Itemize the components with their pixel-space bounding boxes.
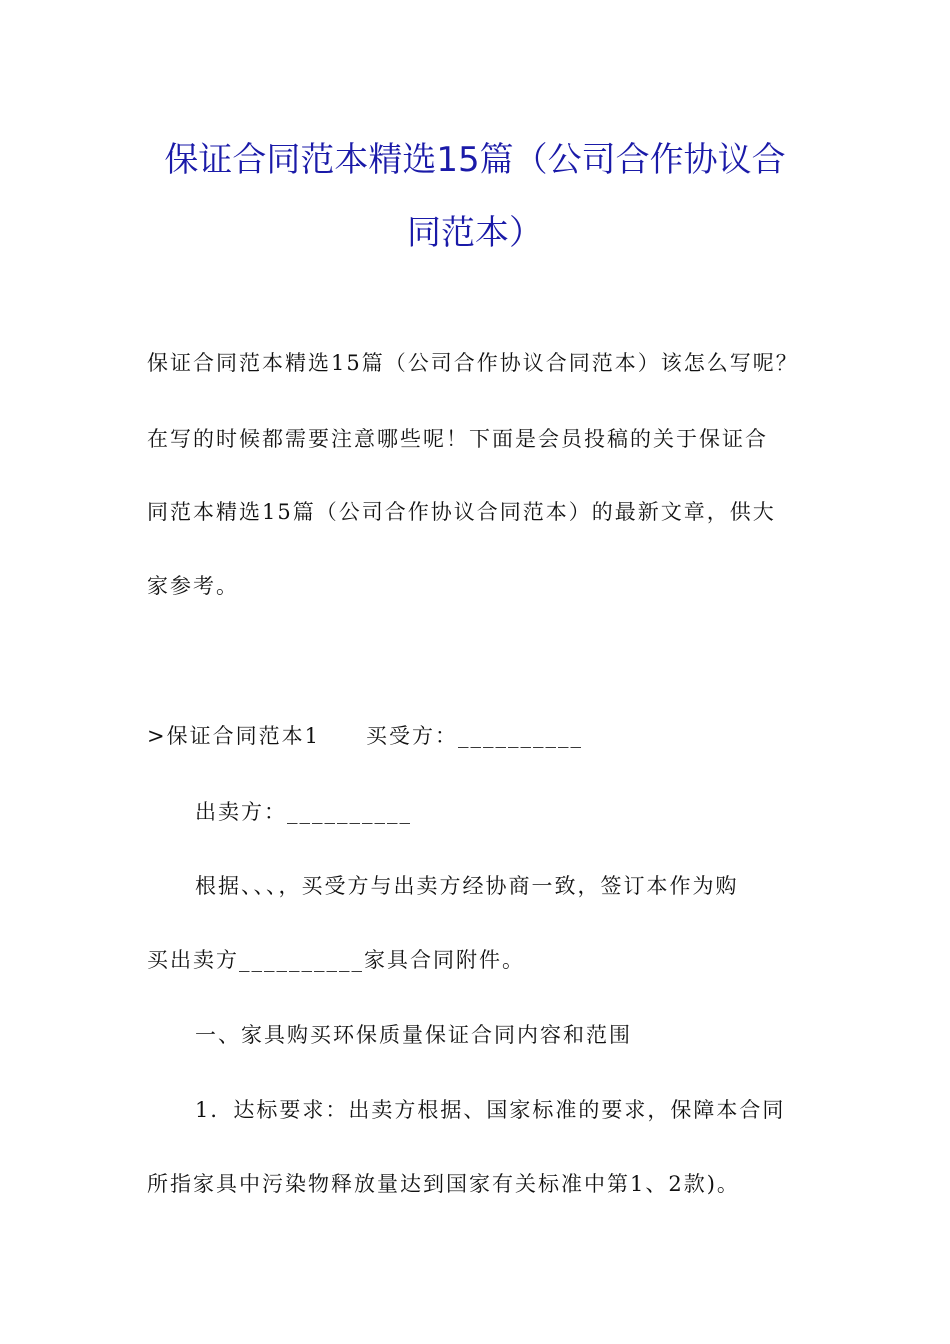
paragraph-line-2: 买出卖方__________家具合同附件。: [147, 948, 525, 972]
seller-line: 出卖方：__________: [195, 800, 412, 824]
document-title-line-1: 保证合同范本精选15篇（公司合作协议合: [164, 140, 786, 180]
document-title-line-2: 同范本）: [407, 213, 543, 253]
intro-line-3: 同范本精选15篇（公司合作协议合同范本）的最新文章，供大: [147, 500, 776, 524]
clause-heading-1: 一、家具购买环保质量保证合同内容和范围: [195, 1023, 632, 1047]
intro-line-2: 在写的时候都需要注意哪些呢！下面是会员投稿的关于保证合: [147, 427, 768, 451]
intro-line-4: 家参考。: [147, 574, 239, 598]
paragraph-line-1: 根据、、、，买受方与出卖方经协商一致，签订本作为购: [195, 874, 739, 898]
clause-item-1-line-1: 1．达标要求：出卖方根据、国家标准的要求，保障本合同: [195, 1098, 786, 1122]
clause-item-1-line-2: 所指家具中污染物释放量达到国家有关标准中第1、2款)。: [147, 1172, 740, 1196]
section-heading-contract-1: >保证合同范本1 买受方：__________: [147, 724, 583, 748]
intro-line-1: 保证合同范本精选15篇（公司合作协议合同范本）该怎么写呢？: [147, 351, 799, 375]
